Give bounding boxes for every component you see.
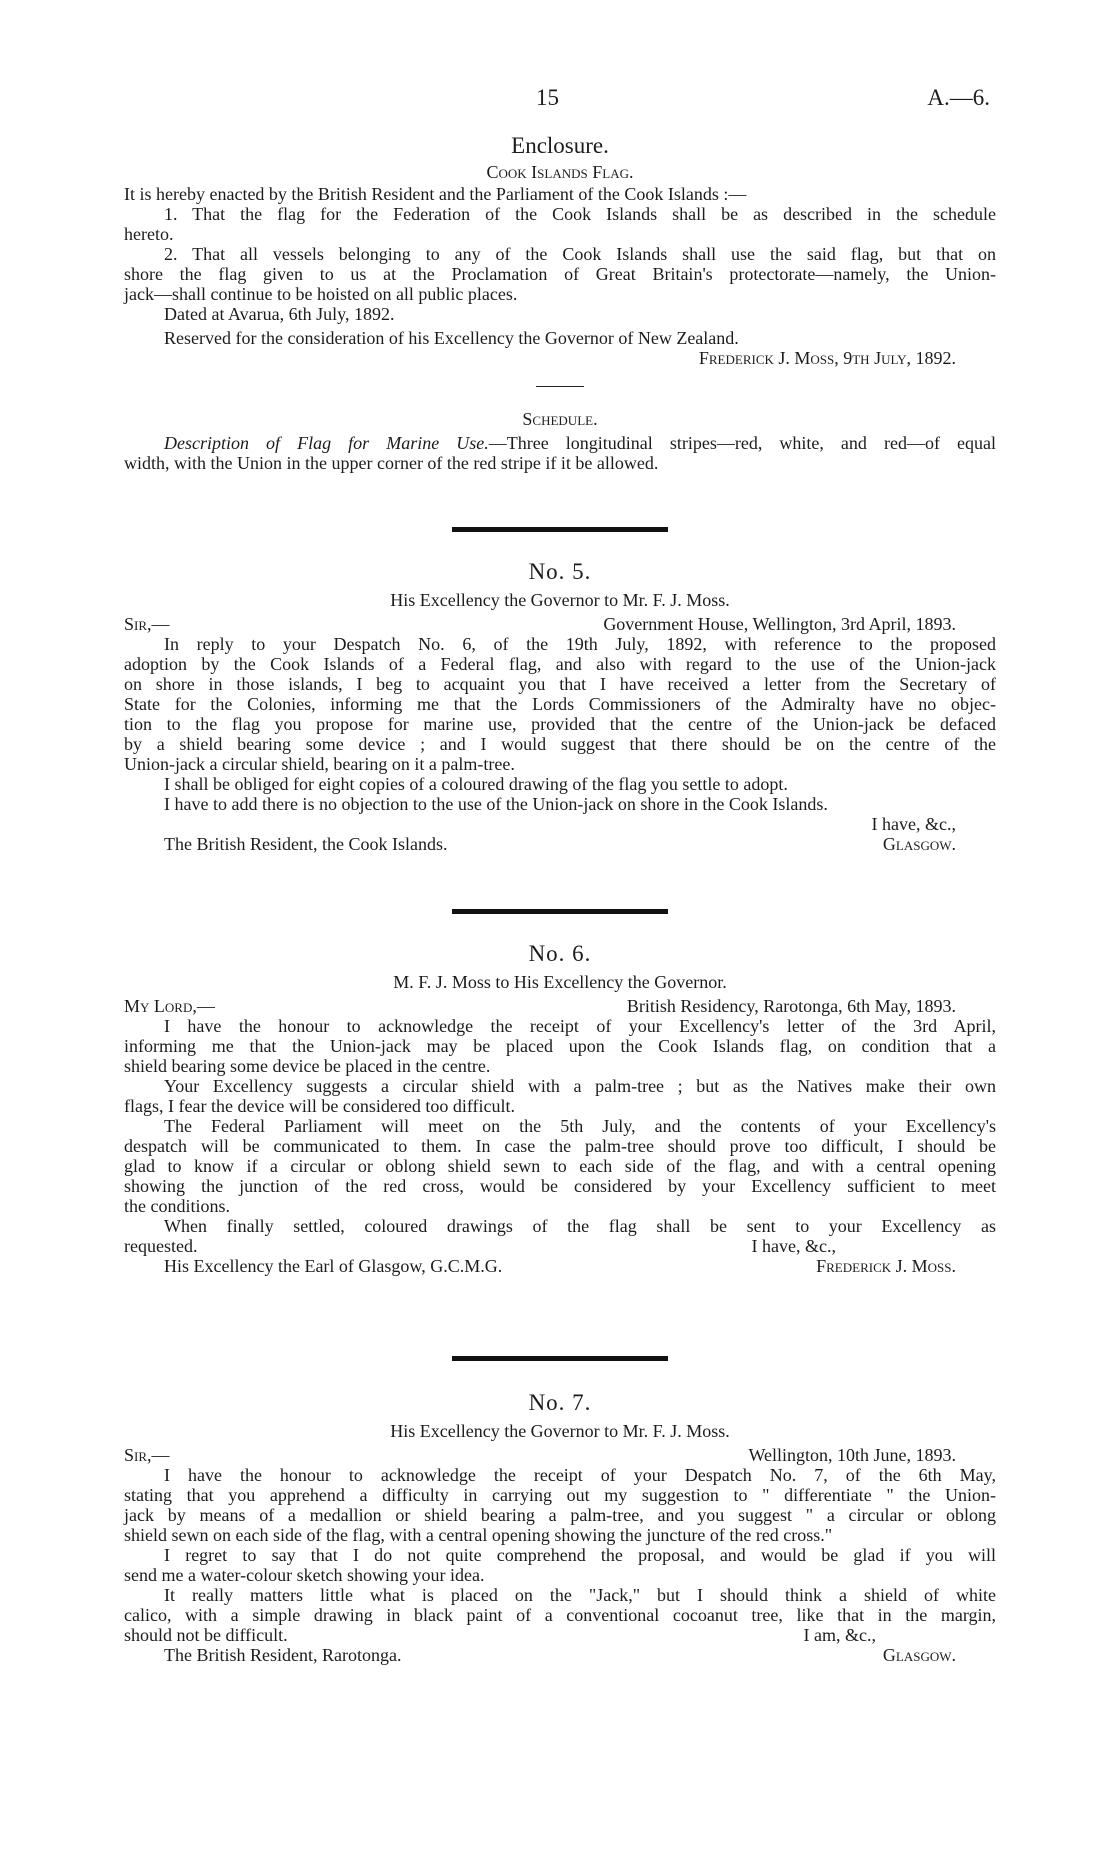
letter-6-paragraph-2-line: flags, I fear the device will be considered too difficult. [124, 1096, 516, 1116]
enclosure-reserved: Reserved for the consideration of his Excellency the Governor of New Zealand. [164, 328, 739, 348]
letter-6-closing: I have, &c., [751, 1236, 836, 1256]
letter-5-heading-text: His Excellency the Governor to Mr. F. J. Moss. [390, 590, 730, 610]
letter-6-paragraph-3-line: The Federal Parliament will meet on the 5th July, and the contents of your Excellency's [164, 1116, 996, 1136]
letter-5-paragraph-1-line: tion to the flag you propose for marine use, provided that the centre of the Union-jack be defaced [124, 714, 996, 734]
letter-no-6 [124, 941, 996, 1276]
letter-6-heading [124, 972, 996, 996]
letter-6-paragraph-3-line: glad to know if a circular or oblong shield sewn to each side of the flag, and with a central opening [124, 1156, 996, 1176]
letter-6-paragraph-1-line: I have the honour to acknowledge the receipt of your Excellency's letter of the 3rd April, [164, 1016, 996, 1036]
letter-6-paragraph-1-line: informing me that the Union-jack may be placed upon the Cook Islands flag, on condition that a [124, 1036, 996, 1056]
letter-5-paragraph-3: I have to add there is no objection to the use of the Union-jack on shore in the Cook Islands. [164, 794, 828, 814]
letter-6-address: British Residency, Rarotonga, 6th May, 1893. [626, 996, 956, 1016]
schedule-title: Schedule. [522, 409, 598, 429]
letter-7-paragraph-2-line: I regret to say that I do not quite comprehend the proposal, and would be glad if you will [164, 1545, 996, 1565]
enclosure-subtitle: Cook Islands Flag. [486, 162, 634, 182]
letter-no-5 [124, 559, 996, 854]
enclosure-signature: Frederick J. Moss, 9th July, 1892. [698, 348, 956, 368]
section-divider-3 [124, 1356, 996, 1361]
letter-5-paragraph-1-line: In reply to your Despatch No. 6, of the 19th July, 1892, with reference to the proposed [164, 634, 996, 654]
letter-5-salutation: Sir,— [124, 614, 170, 634]
letter-5-heading [124, 590, 996, 614]
letter-6-paragraph-1-line: shield bearing some device be placed in the centre. [124, 1056, 491, 1076]
letter-6-paragraph-3-line: the conditions. [124, 1196, 230, 1216]
letter-6-paragraph-3-line: despatch will be communicated to them. In case the palm-tree should prove too difficult, I should be [124, 1136, 996, 1156]
letter-7-paragraph-1-line: I have the honour to acknowledge the receipt of your Despatch No. 7, of the 6th May, [164, 1465, 996, 1485]
letter-5-closing: I have, &c., [871, 814, 956, 834]
letter-7-addressee: The British Resident, Rarotonga. [164, 1645, 402, 1665]
letter-5-address: Government House, Wellington, 3rd April, 1893. [603, 614, 956, 634]
letter-6-paragraph-3 [124, 1116, 996, 1216]
section-divider-1 [124, 527, 996, 532]
schedule-label: Description of Flag for Marine Use. [164, 433, 489, 453]
letter-7-closing: I am, &c., [803, 1625, 876, 1645]
letter-6-signoff-row [124, 1256, 996, 1276]
letter-6-addressee: His Excellency the Earl of Glasgow, G.C.M.G. [164, 1256, 503, 1276]
letter-5-paragraph-1-line: State for the Colonies, informing me that the Lords Commissioners of the Admiralty have no objec- [124, 694, 996, 714]
enclosure-section [124, 133, 996, 473]
letter-6-signature: Frederick J. Moss. [816, 1256, 956, 1276]
letter-5-signoff-row [124, 834, 996, 854]
letter-6-paragraph-1 [124, 1016, 996, 1076]
letter-7-paragraph-1-line: stating that you apprehend a difficulty in carrying out my suggestion to " differentiate " the Union- [124, 1485, 996, 1505]
schedule-line-1 [124, 433, 996, 453]
letter-6-closing-row [124, 1236, 996, 1256]
letter-5-paragraph-1-line: adoption by the Cook Islands of a Federal flag, and also with regard to the use of the Union-jack [124, 654, 996, 674]
enclosure-item-1-line-2: hereto. [124, 224, 174, 244]
letter-7-address: Wellington, 10th June, 1893. [748, 1445, 956, 1465]
letter-5-paragraph-1 [124, 634, 996, 774]
letter-7-salutation-row [124, 1445, 996, 1465]
letter-5-paragraph-1-line: Union-jack a circular shield, bearing on it a palm-tree. [124, 754, 515, 774]
letter-7-closing-row [124, 1625, 996, 1645]
letter-6-heading-text: M. F. J. Moss to His Excellency the Governor. [393, 972, 727, 992]
letter-7-paragraph-2 [124, 1545, 996, 1585]
letter-6-paragraph-2 [124, 1076, 996, 1116]
section-divider-2 [124, 909, 996, 914]
document-reference: A.—6. [927, 85, 990, 110]
letter-7-salutation: Sir,— [124, 1445, 170, 1465]
schedule-text-1: —Three longitudinal stripes—red, white, and red—of equal [488, 433, 996, 453]
letter-7-signature: Glasgow. [882, 1645, 956, 1665]
letter-7-paragraph-1-line: shield sewn on each side of the flag, with a central opening showing the juncture of the red cross." [124, 1525, 833, 1545]
letter-7-number: No. 7. [528, 1390, 592, 1415]
enclosure-title: Enclosure. [511, 133, 609, 158]
letter-5-signature: Glasgow. [882, 834, 956, 854]
letter-7-signoff-row [124, 1645, 996, 1665]
letter-6-number: No. 6. [528, 941, 592, 966]
page-number: 15 [536, 85, 559, 110]
letter-7-heading [124, 1421, 996, 1445]
letter-5-paragraph-1-line: on shore in those islands, I beg to acquaint you that I have received a letter from the Secretary of [124, 674, 996, 694]
page-header [0, 85, 1114, 114]
enclosure-item-1-line-1: 1. That the flag for the Federation of the Cook Islands shall be as described in the schedule [164, 204, 996, 224]
letter-7-paragraph-1 [124, 1465, 996, 1545]
letter-5-number: No. 5. [528, 559, 592, 584]
enclosure-intro: It is hereby enacted by the British Resident and the Parliament of the Cook Islands :— [124, 184, 747, 204]
letter-6-salutation-row [124, 996, 996, 1016]
letter-5-paragraph-2: I shall be obliged for eight copies of a coloured drawing of the flag you settle to adopt. [164, 774, 788, 794]
letter-6-paragraph-4-line-1: When finally settled, coloured drawings of the flag shall be sent to your Excellency as [164, 1216, 996, 1236]
letter-7-paragraph-1-line: jack by means of a medallion or shield bearing a palm-tree, and you suggest " a circular or oblong [124, 1505, 996, 1525]
enclosure-item-2-line-2: shore the flag given to us at the Proclamation of Great Britain's protectorate—namely, the Union- [124, 264, 996, 284]
enclosure-item-2-line-1: 2. That all vessels belonging to any of the Cook Islands shall use the said flag, but that on [164, 244, 996, 264]
letter-7-paragraph-3-line-1: It really matters little what is placed on the "Jack," but I should think a shield of white [164, 1585, 996, 1605]
letter-7-paragraph-3-line-2: calico, with a simple drawing in black paint of a conventional cocoanut tree, like that in the margin, [124, 1605, 996, 1625]
letter-7-heading-text: His Excellency the Governor to Mr. F. J. Moss. [390, 1421, 730, 1441]
letter-7-paragraph-3-line-3: should not be difficult. [124, 1625, 288, 1645]
letter-5-salutation-row [124, 614, 996, 634]
enclosure-item-2-line-3: jack—shall continue to be hoisted on all public places. [124, 284, 518, 304]
letter-5-addressee: The British Resident, the Cook Islands. [164, 834, 448, 854]
letter-5-paragraph-1-line: by a shield bearing some device ; and I would suggest that there should be on the centre of the [124, 734, 996, 754]
letter-6-paragraph-4-line-2: requested. [124, 1236, 198, 1256]
letter-6-paragraph-2-line: Your Excellency suggests a circular shield with a palm-tree ; but as the Natives make their own [164, 1076, 996, 1096]
letter-6-paragraph-3-line: showing the junction of the red cross, would be considered by your Excellency sufficient to meet [124, 1176, 996, 1196]
letter-no-7 [124, 1390, 996, 1665]
letter-6-salutation: My Lord,— [124, 996, 215, 1016]
letter-7-paragraph-2-line: send me a water-colour sketch showing your idea. [124, 1565, 485, 1585]
enclosure-dated: Dated at Avarua, 6th July, 1892. [164, 304, 395, 324]
schedule-line-2: width, with the Union in the upper corner of the red stripe if it be allowed. [124, 453, 659, 473]
